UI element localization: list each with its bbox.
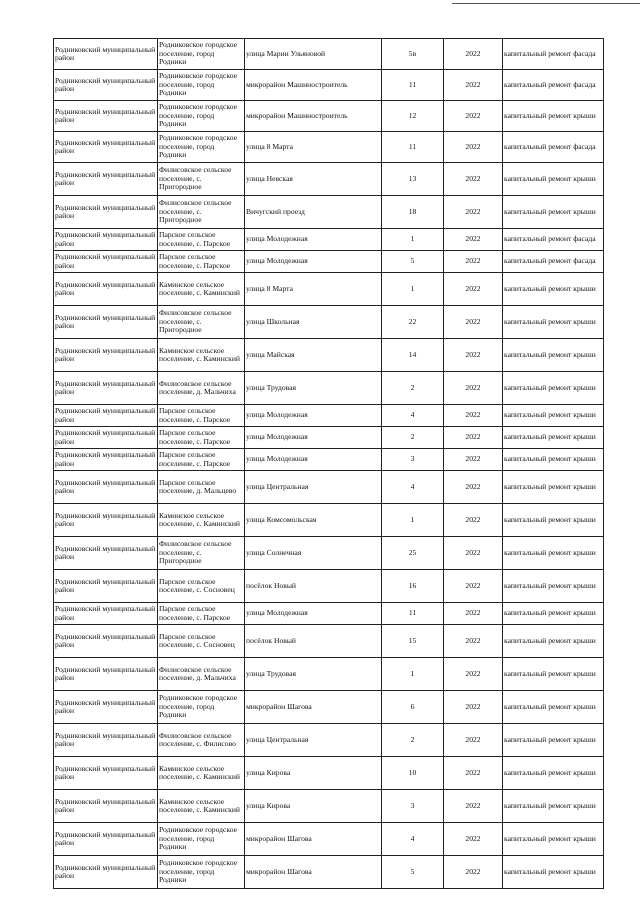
house-number-cell: 4 xyxy=(382,823,444,856)
district-cell: Родниковский муниципальный район xyxy=(54,691,158,724)
district-cell: Родниковский муниципальный район xyxy=(54,856,158,889)
year-cell: 2022 xyxy=(444,658,503,691)
table-row xyxy=(54,196,604,229)
district-cell: Родниковский муниципальный район xyxy=(54,427,158,449)
district-cell: Родниковский муниципальный район xyxy=(54,306,158,339)
street-cell: улица Кирова xyxy=(245,757,382,790)
table-row xyxy=(54,471,604,504)
district-cell: Родниковский муниципальный район xyxy=(54,757,158,790)
settlement-cell: Родниковское городское поселение, город Родники xyxy=(158,70,245,101)
district-cell: Родниковский муниципальный район xyxy=(54,625,158,658)
settlement-cell: Парское сельское поселение, с. Сосновец xyxy=(158,625,245,658)
year-cell: 2022 xyxy=(444,405,503,427)
settlement-cell: Филисовское сельское поселение, с. Пригородное xyxy=(158,306,245,339)
house-number-cell: 18 xyxy=(382,196,444,229)
table-row xyxy=(54,790,604,823)
table-row xyxy=(54,251,604,273)
table-row xyxy=(54,625,604,658)
street-cell: улица Молодежная xyxy=(245,229,382,251)
street-cell: Вичугский проезд xyxy=(245,196,382,229)
house-number-cell: 5 xyxy=(382,856,444,889)
street-cell: улица Школьная xyxy=(245,306,382,339)
year-cell: 2022 xyxy=(444,132,503,163)
work-type-cell: капитальный ремонт крыши xyxy=(503,405,604,427)
street-cell: улица Кирова xyxy=(245,790,382,823)
street-cell: микрорайон Машиностроитель xyxy=(245,101,382,132)
settlement-cell: Каминское сельское поселение, с. Каминский xyxy=(158,339,245,372)
settlement-cell: Родниковское городское поселение, город Родники xyxy=(158,101,245,132)
table-row xyxy=(54,504,604,537)
street-cell: улица Трудовая xyxy=(245,372,382,405)
work-type-cell: капитальный ремонт крыши xyxy=(503,691,604,724)
year-cell: 2022 xyxy=(444,196,503,229)
street-cell: улица Невская xyxy=(245,163,382,196)
year-cell: 2022 xyxy=(444,823,503,856)
street-cell: улица Молодежная xyxy=(245,251,382,273)
year-cell: 2022 xyxy=(444,471,503,504)
year-cell: 2022 xyxy=(444,570,503,603)
table-row xyxy=(54,823,604,856)
district-cell: Родниковский муниципальный район xyxy=(54,504,158,537)
street-cell: улица 8 Марта xyxy=(245,273,382,306)
year-cell: 2022 xyxy=(444,504,503,537)
table-row xyxy=(54,658,604,691)
street-cell: улица Майская xyxy=(245,339,382,372)
settlement-cell: Филисовское сельское поселение, с. Пригородное xyxy=(158,537,245,570)
work-type-cell: капитальный ремонт крыши xyxy=(503,724,604,757)
settlement-cell: Каминское сельское поселение, с. Каминский xyxy=(158,790,245,823)
table-row xyxy=(54,163,604,196)
street-cell: улица Молодежная xyxy=(245,449,382,471)
settlement-cell: Родниковское городское поселение, город Родники xyxy=(158,39,245,70)
year-cell: 2022 xyxy=(444,691,503,724)
settlement-cell: Родниковское городское поселение, город Родники xyxy=(158,823,245,856)
year-cell: 2022 xyxy=(444,339,503,372)
work-type-cell: капитальный ремонт крыши xyxy=(503,823,604,856)
district-cell: Родниковский муниципальный район xyxy=(54,70,158,101)
house-number-cell: 13 xyxy=(382,163,444,196)
street-cell: микрорайон Шагова xyxy=(245,691,382,724)
table-row xyxy=(54,339,604,372)
table-row xyxy=(54,427,604,449)
house-number-cell: 2 xyxy=(382,427,444,449)
district-cell: Родниковский муниципальный район xyxy=(54,132,158,163)
district-cell: Родниковский муниципальный район xyxy=(54,570,158,603)
house-number-cell: 1 xyxy=(382,229,444,251)
street-cell: микрорайон Шагова xyxy=(245,856,382,889)
street-cell: микрорайон Шагова xyxy=(245,823,382,856)
work-type-cell: капитальный ремонт крыши xyxy=(503,306,604,339)
table-row xyxy=(54,372,604,405)
work-type-cell: капитальный ремонт крыши xyxy=(503,790,604,823)
settlement-cell: Парское сельское поселение, с. Парское xyxy=(158,427,245,449)
street-cell: микрорайон Машиностроитель xyxy=(245,70,382,101)
year-cell: 2022 xyxy=(444,273,503,306)
district-cell: Родниковский муниципальный район xyxy=(54,101,158,132)
settlement-cell: Филисовское сельское поселение, с. Пригородное xyxy=(158,163,245,196)
table-row xyxy=(54,603,604,625)
settlement-cell: Филисовское сельское поселение, с. Филисово xyxy=(158,724,245,757)
table-row xyxy=(54,757,604,790)
work-type-cell: капитальный ремонт крыши xyxy=(503,625,604,658)
street-cell: улица Трудовая xyxy=(245,658,382,691)
table-row xyxy=(54,856,604,889)
street-cell: улица Центральная xyxy=(245,471,382,504)
table-row xyxy=(54,570,604,603)
settlement-cell: Парское сельское поселение, с. Парское xyxy=(158,229,245,251)
district-cell: Родниковский муниципальный район xyxy=(54,790,158,823)
work-type-cell: капитальный ремонт крыши xyxy=(503,372,604,405)
year-cell: 2022 xyxy=(444,856,503,889)
repair-schedule-table xyxy=(53,38,604,889)
work-type-cell: капитальный ремонт крыши xyxy=(503,570,604,603)
house-number-cell: 12 xyxy=(382,101,444,132)
year-cell: 2022 xyxy=(444,724,503,757)
district-cell: Родниковский муниципальный район xyxy=(54,405,158,427)
house-number-cell: 11 xyxy=(382,603,444,625)
table-row xyxy=(54,70,604,101)
district-cell: Родниковский муниципальный район xyxy=(54,251,158,273)
house-number-cell: 4 xyxy=(382,405,444,427)
house-number-cell: 1 xyxy=(382,504,444,537)
year-cell: 2022 xyxy=(444,449,503,471)
settlement-cell: Каминское сельское поселение, с. Каминский xyxy=(158,273,245,306)
house-number-cell: 3 xyxy=(382,790,444,823)
year-cell: 2022 xyxy=(444,70,503,101)
street-cell: улица Солнечная xyxy=(245,537,382,570)
work-type-cell: капитальный ремонт фасада xyxy=(503,251,604,273)
district-cell: Родниковский муниципальный район xyxy=(54,339,158,372)
district-cell: Родниковский муниципальный район xyxy=(54,724,158,757)
year-cell: 2022 xyxy=(444,229,503,251)
work-type-cell: капитальный ремонт фасада xyxy=(503,39,604,70)
year-cell: 2022 xyxy=(444,372,503,405)
settlement-cell: Парское сельское поселение, с. Парское xyxy=(158,405,245,427)
house-number-cell: 2 xyxy=(382,724,444,757)
work-type-cell: капитальный ремонт фасада xyxy=(503,229,604,251)
district-cell: Родниковский муниципальный район xyxy=(54,449,158,471)
year-cell: 2022 xyxy=(444,39,503,70)
house-number-cell: 5 xyxy=(382,251,444,273)
year-cell: 2022 xyxy=(444,537,503,570)
settlement-cell: Филисовское сельское поселение, д. Мальчиха xyxy=(158,372,245,405)
house-number-cell: 3 xyxy=(382,449,444,471)
settlement-cell: Филисовское сельское поселение, с. Пригородное xyxy=(158,196,245,229)
street-cell: улица Молодежная xyxy=(245,405,382,427)
settlement-cell: Родниковское городское поселение, город Родники xyxy=(158,856,245,889)
year-cell: 2022 xyxy=(444,603,503,625)
work-type-cell: капитальный ремонт крыши xyxy=(503,196,604,229)
house-number-cell: 15 xyxy=(382,625,444,658)
settlement-cell: Родниковское городское поселение, город Родники xyxy=(158,132,245,163)
table-row xyxy=(54,537,604,570)
district-cell: Родниковский муниципальный район xyxy=(54,603,158,625)
district-cell: Родниковский муниципальный район xyxy=(54,196,158,229)
street-cell: улица Центральная xyxy=(245,724,382,757)
year-cell: 2022 xyxy=(444,625,503,658)
table-row xyxy=(54,229,604,251)
house-number-cell: 10 xyxy=(382,757,444,790)
table-row xyxy=(54,724,604,757)
street-cell: улица Марии Ульяновой xyxy=(245,39,382,70)
house-number-cell: 25 xyxy=(382,537,444,570)
street-cell: улица Молодежная xyxy=(245,603,382,625)
year-cell: 2022 xyxy=(444,163,503,196)
year-cell: 2022 xyxy=(444,101,503,132)
house-number-cell: 1 xyxy=(382,658,444,691)
table-row xyxy=(54,405,604,427)
settlement-cell: Каминское сельское поселение, с. Каминский xyxy=(158,757,245,790)
settlement-cell: Парское сельское поселение, с. Парское xyxy=(158,251,245,273)
work-type-cell: капитальный ремонт крыши xyxy=(503,504,604,537)
work-type-cell: капитальный ремонт крыши xyxy=(503,757,604,790)
work-type-cell: капитальный ремонт крыши xyxy=(503,471,604,504)
street-cell: посёлок Новый xyxy=(245,570,382,603)
table-row xyxy=(54,101,604,132)
work-type-cell: капитальный ремонт крыши xyxy=(503,163,604,196)
house-number-cell: 4 xyxy=(382,471,444,504)
table-row xyxy=(54,39,604,70)
settlement-cell: Парское сельское поселение, с. Парское xyxy=(158,449,245,471)
work-type-cell: капитальный ремонт крыши xyxy=(503,273,604,306)
table-body xyxy=(54,39,604,889)
house-number-cell: 22 xyxy=(382,306,444,339)
year-cell: 2022 xyxy=(444,790,503,823)
work-type-cell: капитальный ремонт крыши xyxy=(503,427,604,449)
work-type-cell: капитальный ремонт крыши xyxy=(503,658,604,691)
house-number-cell: 2 xyxy=(382,372,444,405)
district-cell: Родниковский муниципальный район xyxy=(54,658,158,691)
year-cell: 2022 xyxy=(444,306,503,339)
settlement-cell: Парское сельское поселение, с. Парское xyxy=(158,603,245,625)
house-number-cell: 5в xyxy=(382,39,444,70)
district-cell: Родниковский муниципальный район xyxy=(54,471,158,504)
work-type-cell: капитальный ремонт крыши xyxy=(503,101,604,132)
work-type-cell: капитальный ремонт крыши xyxy=(503,603,604,625)
table-row xyxy=(54,449,604,471)
settlement-cell: Парское сельское поселение, с. Сосновец xyxy=(158,570,245,603)
house-number-cell: 11 xyxy=(382,70,444,101)
work-type-cell: капитальный ремонт крыши xyxy=(503,856,604,889)
table-row xyxy=(54,132,604,163)
settlement-cell: Филисовское сельское поселение, д. Мальчиха xyxy=(158,658,245,691)
district-cell: Родниковский муниципальный район xyxy=(54,537,158,570)
house-number-cell: 11 xyxy=(382,132,444,163)
district-cell: Родниковский муниципальный район xyxy=(54,163,158,196)
page-top-rule xyxy=(452,3,640,4)
district-cell: Родниковский муниципальный район xyxy=(54,372,158,405)
street-cell: улица Молодежная xyxy=(245,427,382,449)
year-cell: 2022 xyxy=(444,427,503,449)
house-number-cell: 14 xyxy=(382,339,444,372)
settlement-cell: Родниковское городское поселение, город Родники xyxy=(158,691,245,724)
table-row xyxy=(54,273,604,306)
settlement-cell: Парское сельское поселение, д. Мальцево xyxy=(158,471,245,504)
year-cell: 2022 xyxy=(444,251,503,273)
settlement-cell: Каминское сельское поселение, с. Каминский xyxy=(158,504,245,537)
work-type-cell: капитальный ремонт крыши xyxy=(503,339,604,372)
table-row xyxy=(54,306,604,339)
table-row xyxy=(54,691,604,724)
district-cell: Родниковский муниципальный район xyxy=(54,273,158,306)
year-cell: 2022 xyxy=(444,757,503,790)
work-type-cell: капитальный ремонт фасада xyxy=(503,70,604,101)
work-type-cell: капитальный ремонт фасада xyxy=(503,132,604,163)
house-number-cell: 1 xyxy=(382,273,444,306)
work-type-cell: капитальный ремонт крыши xyxy=(503,449,604,471)
house-number-cell: 16 xyxy=(382,570,444,603)
street-cell: улица 8 Марта xyxy=(245,132,382,163)
street-cell: улица Комсомольская xyxy=(245,504,382,537)
district-cell: Родниковский муниципальный район xyxy=(54,229,158,251)
street-cell: посёлок Новый xyxy=(245,625,382,658)
house-number-cell: 6 xyxy=(382,691,444,724)
district-cell: Родниковский муниципальный район xyxy=(54,39,158,70)
district-cell: Родниковский муниципальный район xyxy=(54,823,158,856)
work-type-cell: капитальный ремонт крыши xyxy=(503,537,604,570)
